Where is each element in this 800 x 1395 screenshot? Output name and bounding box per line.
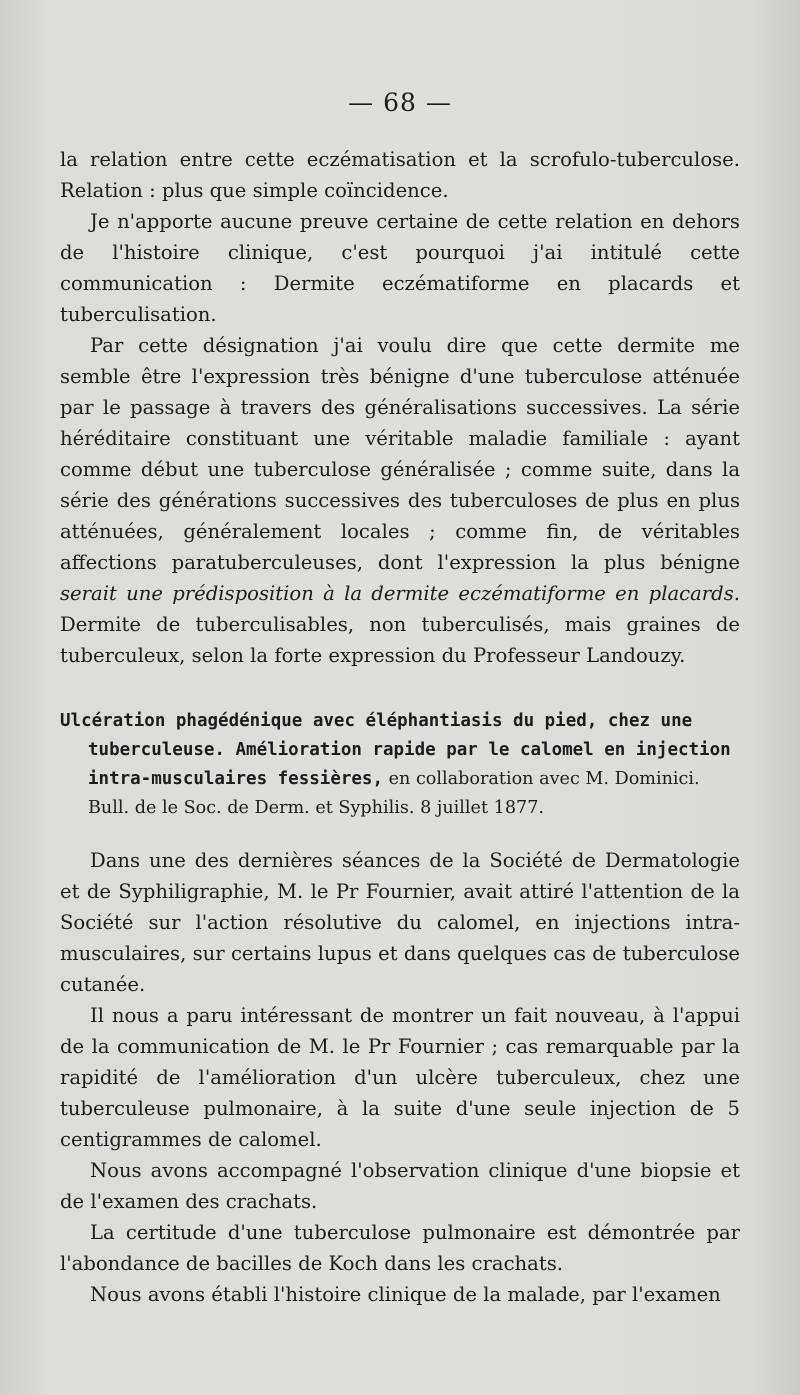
page-number: — 68 — [348, 88, 452, 117]
publication-heading [60, 707, 750, 823]
text-block-top [60, 144, 740, 671]
paragraph-text: Par cette désignation j'ai voulu dire que cette dermite me semble être l'expression très bénigne d'une tuberculose atténuée par le passage à travers des généralisations successives. La série héréditaire constituant une véritable maladie familiale : ayant comme début une tuberculose généralisée ; comme suite, dans la série des générations successives des tuberculoses de plus en plus atténuées, généralement locales ; comme fin, de véritables affections paratuberculeuses, dont l'expression la plus bénigne [60, 334, 740, 574]
paragraph: Nous avons établi l'histoire clinique de la malade, par l'examen [90, 1283, 721, 1306]
heading-title-line: tuberculeuse. Amélioration rapide par le calomel en injection [88, 740, 731, 760]
paragraph: Nous avons accompagné l'observation clinique d'une biopsie et de l'examen des crachats. [60, 1159, 740, 1213]
heading-collaboration: en collaboration avec M. Dominici. [383, 769, 700, 789]
paragraph-text: Dermite de tuberculisables, non tuberculisés, mais graines de tuberculeux, selon la forte expression du Professeur Landouzy. [60, 613, 740, 667]
paragraph: la relation entre cette eczématisation et la scrofulo-tuberculose. Relation : plus que simple coïncidence. [60, 148, 740, 202]
paragraph-with-italic [60, 330, 740, 671]
italic-phrase: serait une prédisposition à la dermite eczématiforme en placards. [60, 582, 740, 605]
text-block-bottom [60, 845, 740, 1310]
heading-title-bold: intra-musculaires fessières, [88, 769, 384, 789]
paragraph: Je n'apporte aucune preuve certaine de cette relation en dehors de l'histoire clinique, c'est pourquoi j'ai intitulé cette communication : Dermite eczématiforme en placards et tuberculisation. [60, 210, 740, 326]
heading-citation: Bull. de le Soc. de Derm. et Syphilis. 8 juillet 1877. [88, 798, 544, 818]
heading-title-line: Ulcération phagédénique avec éléphantiasis du pied, chez une [60, 711, 693, 731]
heading-title-line [60, 765, 750, 794]
paragraph: La certitude d'une tuberculose pulmonaire est démontrée par l'abondance de bacilles de Koch dans les crachats. [60, 1221, 740, 1275]
paragraph: Il nous a paru intéressant de montrer un fait nouveau, à l'appui de la communication de M. le Pr Fournier ; cas remarquable par la rapidité de l'amélioration d'un ulcère tuberculeux, chez une tuberculeuse pulmonaire, à la suite d'une seule injection de 5 centigrammes de calomel. [60, 1004, 740, 1151]
paragraph: Dans une des dernières séances de la Société de Dermatologie et de Syphiligraphie, M. le Pr Fournier, avait attiré l'attention de la Société sur l'action résolutive du calomel, en injections intra-musculaires, sur certains lupus et dans quelques cas de tuberculose cutanée. [60, 849, 740, 996]
